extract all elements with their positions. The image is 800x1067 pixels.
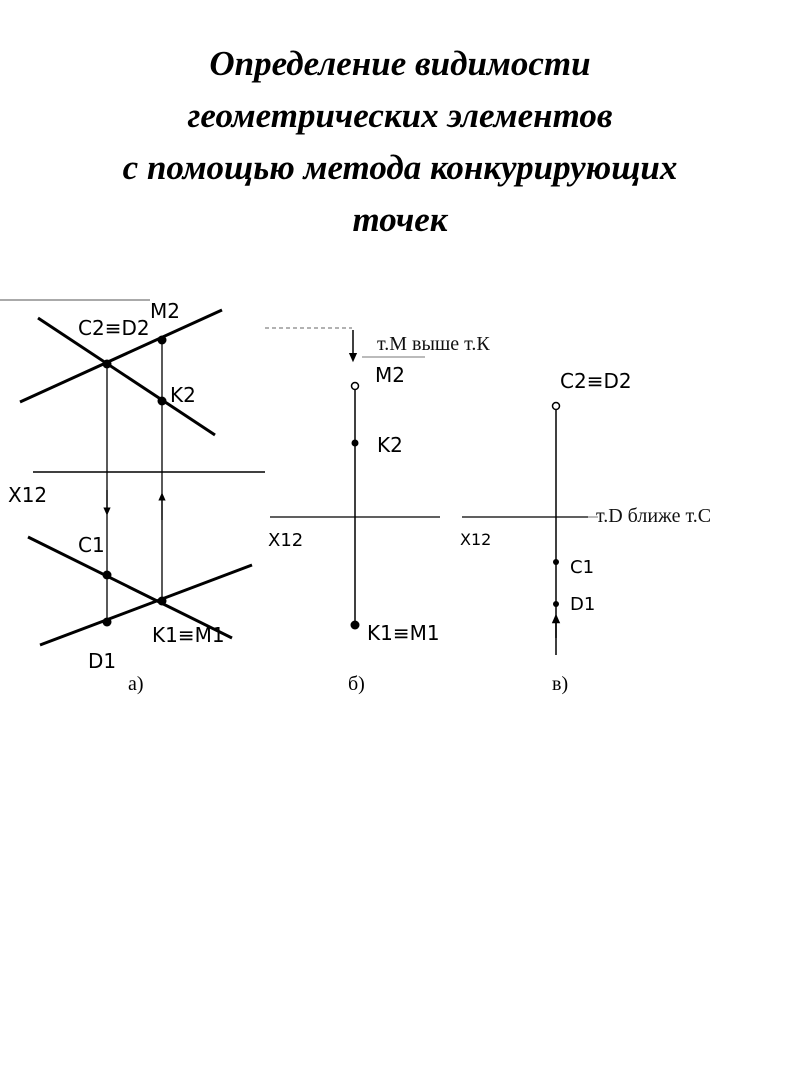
fig-b-note: т.М выше т.К — [377, 333, 490, 355]
title-line-2: геометрических элементов — [187, 96, 613, 135]
fig-v-note: т.D ближе т.С — [596, 505, 712, 527]
fig-a-point-c1 — [103, 571, 112, 580]
fig-v-point-c1 — [553, 559, 559, 565]
fig-a-point-d1 — [103, 618, 112, 627]
fig-a-point-m2 — [158, 336, 167, 345]
fig-a-point-c2d2 — [103, 360, 112, 369]
fig-a-label-d1: D1 — [88, 649, 117, 673]
figure-b — [265, 328, 490, 695]
fig-v-point-d1 — [553, 601, 559, 607]
fig-a-point-k2 — [158, 397, 167, 406]
fig-v-caption: в) — [552, 673, 569, 695]
fig-v-label-c2d2: C2≡D2 — [560, 369, 632, 393]
fig-a-point-k1m1 — [158, 597, 167, 606]
fig-b-label-k1m1: K1≡M1 — [367, 621, 440, 645]
fig-a-label-k2: K2 — [170, 383, 196, 407]
title-line-3: с помощью метода конкурирующих — [122, 148, 678, 187]
fig-v-label-x12: X12 — [460, 530, 492, 549]
fig-b-point-m2 — [352, 383, 359, 390]
fig-a-caption: а) — [128, 673, 144, 695]
fig-b-label-x12: X12 — [268, 530, 304, 551]
fig-b-point-k1m1 — [351, 621, 360, 630]
fig-b-label-m2: M2 — [375, 363, 405, 387]
fig-v-point-c2d2 — [553, 403, 560, 410]
fig-b-point-k2 — [352, 440, 359, 447]
fig-a-label-m2: M2 — [150, 299, 180, 323]
figure-a — [0, 299, 265, 695]
fig-a-label-c1: C1 — [78, 533, 105, 557]
figure-v — [460, 369, 711, 695]
title-line-1: Определение видимости — [209, 44, 591, 83]
fig-b-label-k2: K2 — [377, 433, 403, 457]
fig-b-caption: б) — [348, 673, 365, 695]
fig-a-label-c2d2: C2≡D2 — [78, 316, 150, 340]
fig-v-label-d1: D1 — [570, 594, 596, 615]
fig-v-label-c1: C1 — [570, 557, 595, 578]
fig-a-label-k1m1: K1≡M1 — [152, 623, 225, 647]
fig-a-label-x12: X12 — [8, 483, 48, 507]
title-line-4: точек — [352, 200, 448, 239]
